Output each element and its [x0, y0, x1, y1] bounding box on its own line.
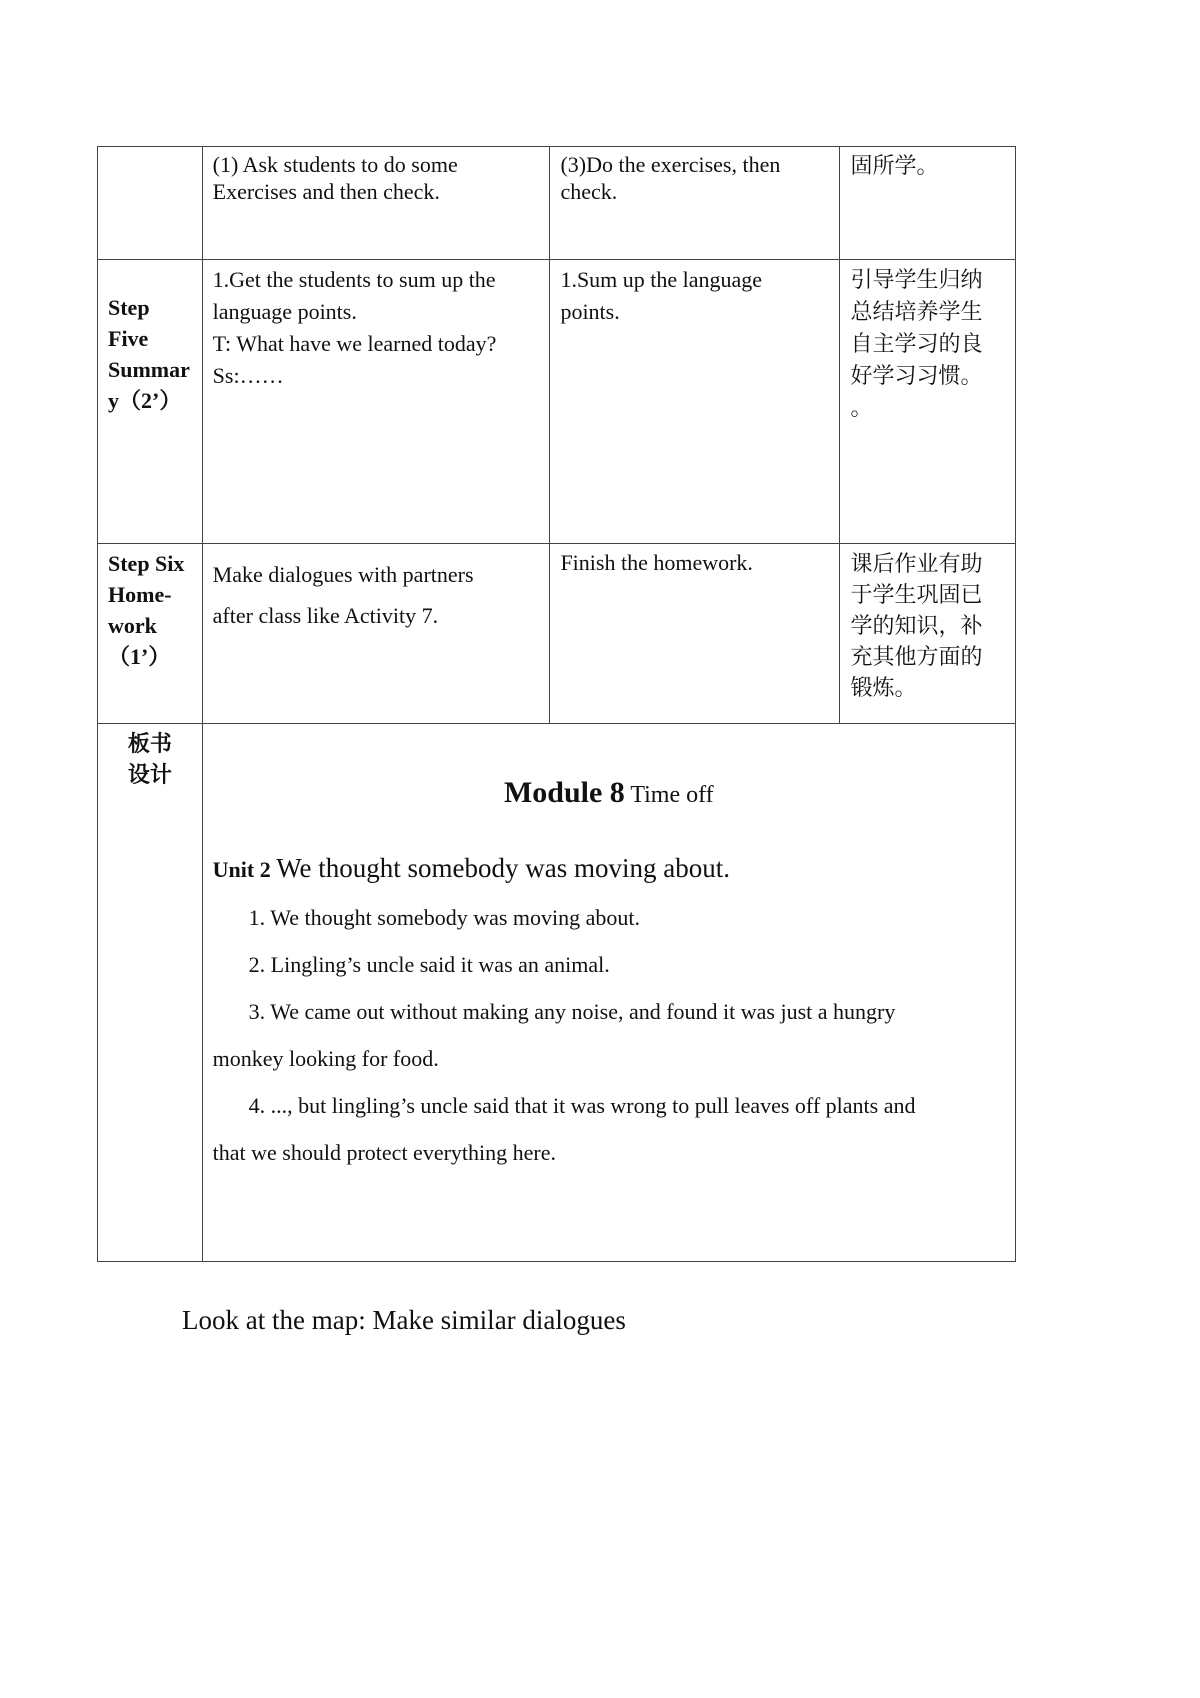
list-item: 4. ..., but lingling’s uncle said that it was wrong to pull leaves off plants and [248, 1093, 916, 1118]
teacher-activity-cell: 1.Get the students to sum up the language points. T: What have we learned today? Ss:…… [202, 260, 550, 544]
board-design-content [202, 724, 1015, 1262]
student-activity-cell: (3)Do the exercises, then check. [550, 147, 840, 260]
lesson-plan-table [97, 146, 1016, 1262]
board-design-row [98, 724, 1016, 1262]
step-cell: Step Five Summar y（2’） [98, 260, 203, 544]
purpose-cell: 固所学。 [840, 147, 1016, 260]
module-title: Module 8 Time off [503, 776, 714, 809]
list-item: 2. Lingling’s uncle said it was an animal. [248, 952, 610, 977]
step-cell: Step Six Home- work （1’） [98, 544, 203, 724]
list-item-continued: monkey looking for food. [212, 1046, 439, 1071]
table-row [98, 544, 1016, 724]
step-cell [98, 147, 203, 260]
student-activity-cell: 1.Sum up the language points. [550, 260, 840, 544]
table-row [98, 147, 1016, 260]
table-row [98, 260, 1016, 544]
board-design-label: 板书 设计 [98, 724, 203, 1262]
teacher-activity-cell: (1) Ask students to do some Exercises and then check. [202, 147, 550, 260]
teacher-activity-cell: Make dialogues with partners after class like Activity 7. [202, 544, 550, 724]
purpose-cell: 引导学生归纳 总结培养学生 自主学习的良 好学习习惯。 。 [840, 260, 1016, 544]
list-item-continued: that we should protect everything here. [212, 1140, 556, 1165]
student-activity-cell: Finish the homework. [550, 544, 840, 724]
language-points [213, 894, 1005, 1176]
map-instruction: Look at the map: Make similar dialogues [182, 1305, 626, 1335]
purpose-cell: 课后作业有助 于学生巩固已 学的知识，补 充其他方面的 锻炼。 [840, 544, 1016, 724]
unit-title: Unit 2 We thought somebody was moving about. [212, 853, 730, 883]
list-item: 3. We came out without making any noise, and found it was just a hungry [248, 999, 896, 1024]
list-item: 1. We thought somebody was moving about. [248, 905, 641, 930]
